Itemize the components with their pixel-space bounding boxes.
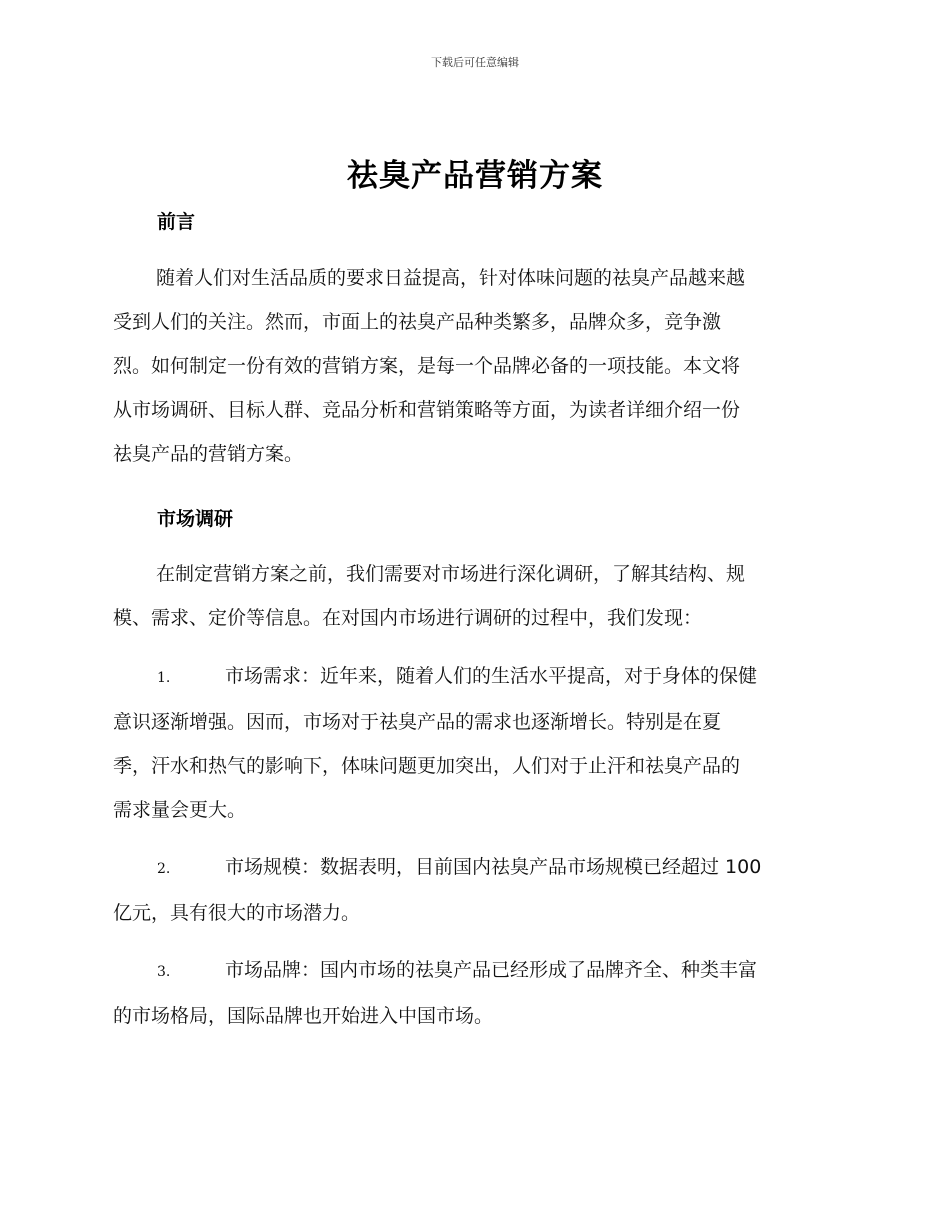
list-item-line: 的市场格局，国际品牌也开始进入中国市场。: [113, 1005, 494, 1027]
list-text: 市场规模：数据表明，目前国内祛臭产品市场规模已经超过 100: [225, 856, 762, 878]
list-item-market-brands: [113, 948, 831, 1038]
paragraph-line: 受到人们的关注。然而，市面上的祛臭产品种类繁多，品牌众多，竞争激: [113, 311, 722, 333]
header-note: 下载后可任意编辑: [431, 56, 519, 69]
list-number: 1.: [157, 670, 171, 686]
paragraph-line: 烈。如何制定一份有效的营销方案，是每一个品牌必备的一项技能。本文将: [113, 355, 741, 377]
paragraph-line: 祛臭产品的营销方案。: [113, 443, 304, 465]
list-number: 3.: [157, 964, 171, 980]
list-item-market-scale: [113, 845, 831, 935]
document-title: 祛臭产品营销方案: [347, 158, 603, 194]
list-number: 2.: [157, 861, 171, 877]
list-item-line: [113, 845, 831, 891]
section-heading-preface: 前言: [157, 211, 196, 233]
paragraph-line: 模、需求、定价等信息。在对国内市场进行调研的过程中，我们发现：: [113, 607, 703, 629]
market-research-paragraph: [113, 552, 831, 640]
paragraph-line: 从市场调研、目标人群、竞品分析和营销策略等方面，为读者详细介绍一份: [113, 399, 741, 421]
list-text: 市场品牌：国内市场的祛臭产品已经形成了品牌齐全、种类丰富: [225, 959, 758, 981]
list-item-line: [113, 654, 831, 700]
preface-paragraph: [113, 256, 831, 476]
list-item-line: 意识逐渐增强。因而，市场对于祛臭产品的需求也逐渐增长。特别是在夏: [113, 711, 722, 733]
list-item-line: 需求量会更大。: [113, 799, 247, 821]
list-item-line: [113, 948, 831, 994]
list-item-line: 亿元，具有很大的市场潜力。: [113, 902, 361, 924]
paragraph-line: 随着人们对生活品质的要求日益提高，针对体味问题的祛臭产品越来越: [156, 267, 746, 289]
list-text: 市场需求：近年来，随着人们的生活水平提高，对于身体的保健: [225, 665, 758, 687]
list-item-market-demand: [113, 654, 831, 832]
section-heading-market-research: 市场调研: [157, 508, 234, 530]
list-item-line: 季，汗水和热气的影响下，体味问题更加突出，人们对于止汗和祛臭产品的: [113, 755, 741, 777]
paragraph-line: 在制定营销方案之前，我们需要对市场进行深化调研，了解其结构、规: [156, 563, 746, 585]
